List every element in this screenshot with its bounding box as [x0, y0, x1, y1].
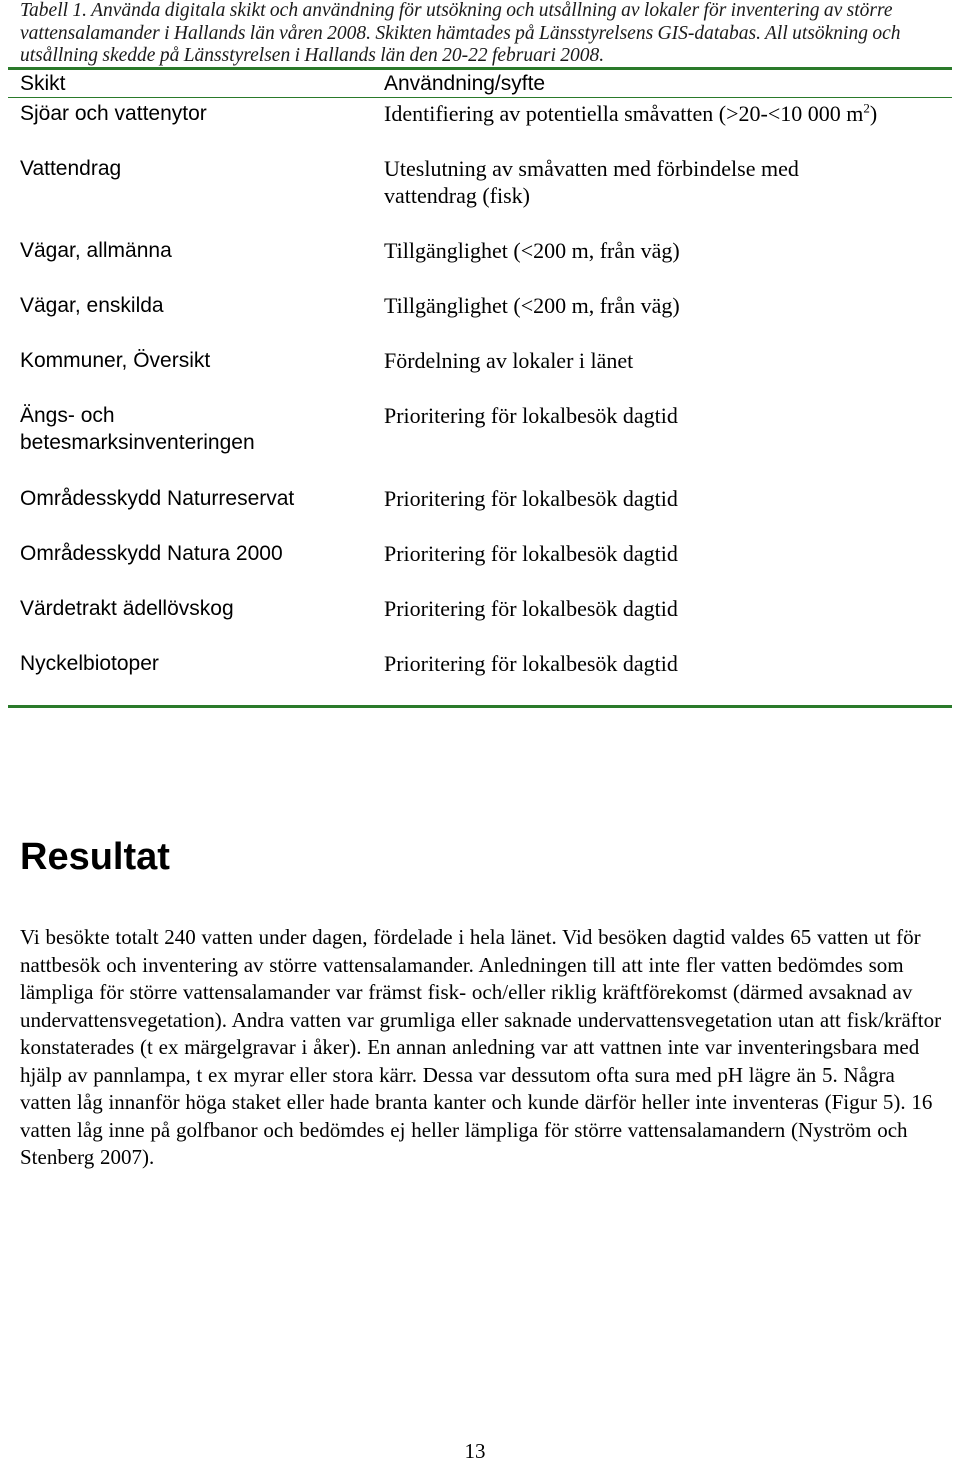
column-header-skikt: Skikt [20, 72, 66, 95]
table-cell-skikt: Områdesskydd Natura 2000 [20, 542, 283, 565]
section-heading: Resultat [20, 836, 170, 878]
table-top-rule [8, 67, 952, 70]
table-cell-skikt: Kommuner, Översikt [20, 349, 211, 372]
body-paragraph: Vi besökte totalt 240 vatten under dagen, fördelade i hela länet. Vid besöken dagtid valdes 65 vatten ut för nattbesök och inventering av större vattensalamander. Anledningen till att inte fler vatten bedömdes som lämpliga för större vattensalamander var främst fisk- och/eller riklig kräftförekomst (därmed avsaknad av undervattensvegetation). Andra vatten var grumliga eller saknade undervattensvegetation utan att fisk/kräftor konstaterades (t ex märgelgravar i åker). En annan anledning var att vattnen inte var inventeringsbara med hjälp av pannlampa, t ex myrar eller stora kärr. Dessa var dessutom ofta sura med pH lägre än 5. Några vatten låg innanför höga staket eller hade branta kanter och kunde därför heller inte inventeras (Figur 5). 16 vatten låg inne på golfbanor och bedömdes ej heller lämpliga för större vattensalamandern (Nyström och Stenberg 2007). [20, 925, 942, 1169]
table-cell-skikt: Områdesskydd Naturreservat [20, 487, 295, 510]
table-cell-skikt: Vägar, allmänna [20, 239, 172, 262]
table-cell-syfte: Prioritering för lokalbesök dagtid [384, 486, 678, 511]
table-cell-syfte: Uteslutning av småvatten med förbindelse med vattendrag (fisk) [384, 156, 799, 208]
table-cell-syfte: Prioritering för lokalbesök dagtid [384, 541, 678, 566]
table-cell-syfte: Identifiering av potentiella småvatten (>20-<10 000 $m^2$) [384, 100, 878, 126]
table-cell-syfte: Tillgänglighet (<200 m, från väg) [384, 293, 680, 318]
table-caption: Tabell 1. Använda digitala skikt och användning för utsökning och utsållning av lokaler för inventering av större vattensalamander i Hallands län våren 2008. Skikten hämtades på Länsstyrelsens GIS-databas. All utsökning och utsållning skedde på Länsstyrelsen i Hallands län den 20-22 februari 2008. [20, 0, 901, 66]
table-cell-skikt: Värdetrakt ädellövskog [20, 597, 234, 620]
table-cell-syfte: Fördelning av lokaler i länet [384, 348, 634, 373]
table-cell-skikt: Vägar, enskilda [20, 294, 164, 317]
table-cell-skikt: Ängs- och betesmarksinventeringen [20, 404, 255, 454]
table-cell-syfte: Tillgänglighet (<200 m, från väg) [384, 238, 680, 263]
table-cell-skikt: Nyckelbiotoper [20, 652, 159, 675]
table-cell-skikt: Vattendrag [20, 157, 122, 180]
table-cell-syfte: Prioritering för lokalbesök dagtid [384, 651, 678, 676]
table-cell-skikt: Sjöar och vattenytor [20, 102, 207, 125]
table-bottom-rule [8, 705, 952, 708]
table-header-rule [8, 97, 952, 98]
column-header-anvandning: Användning/syfte [384, 72, 546, 95]
table-cell-syfte: Prioritering för lokalbesök dagtid [384, 596, 678, 621]
page-number: 13 [464, 1439, 486, 1463]
table-cell-syfte: Prioritering för lokalbesök dagtid [384, 403, 678, 428]
